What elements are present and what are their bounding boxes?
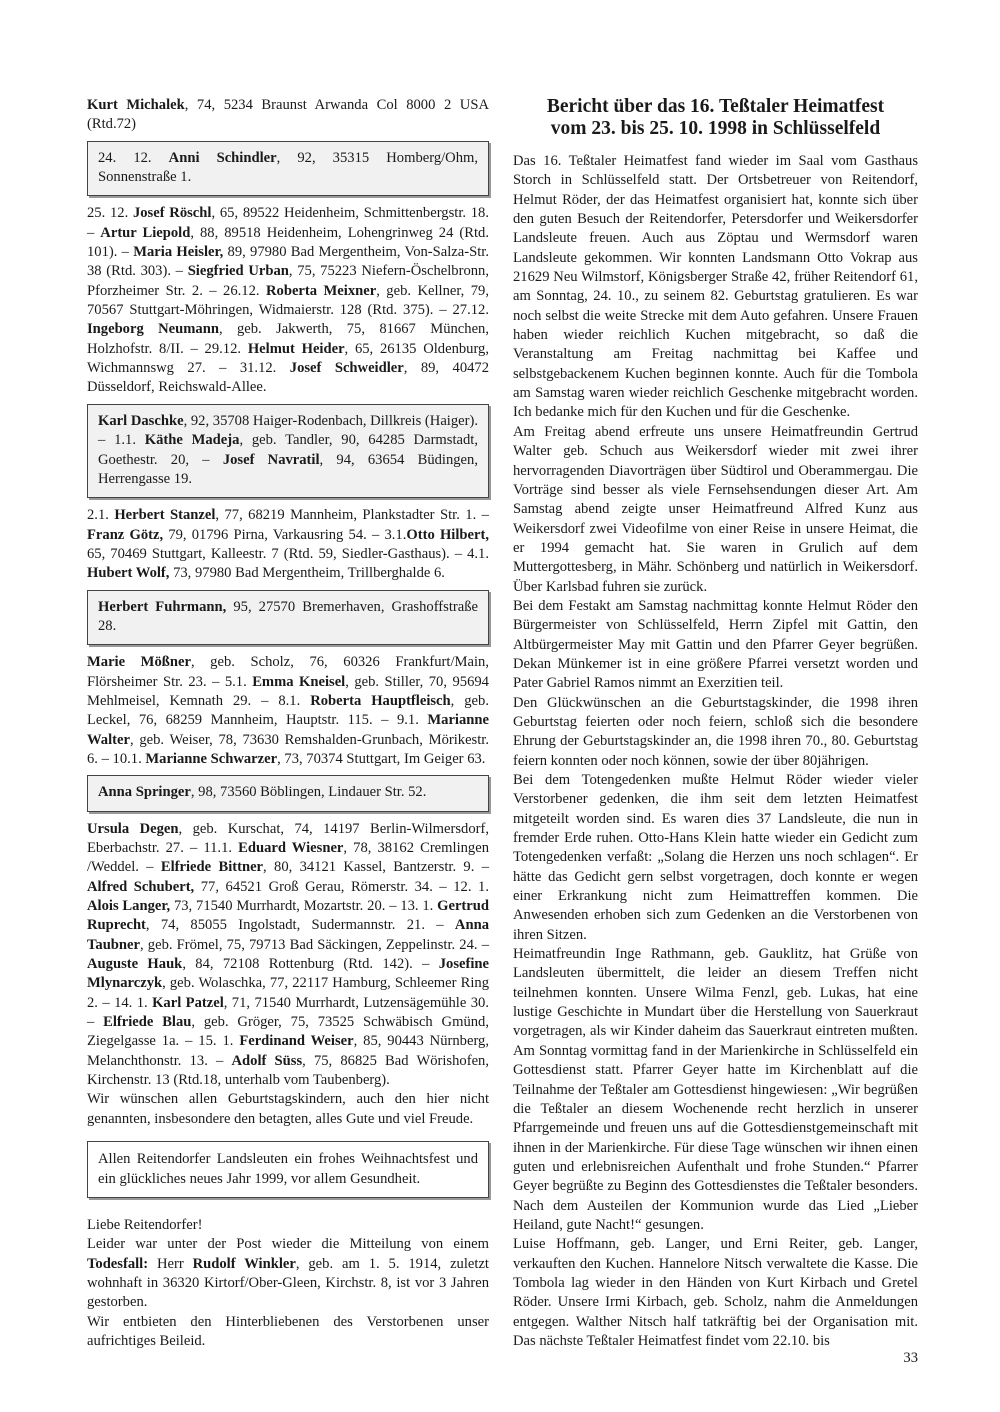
page-number: 33: [903, 1350, 918, 1366]
name: Josef Navratil: [222, 451, 320, 468]
title-line-2: vom 23. bis 25. 10. 1998 in Schlüsselfeld: [550, 118, 881, 139]
name: Marianne Walter: [87, 712, 489, 748]
name: Ferdinand Weiser: [239, 1033, 354, 1050]
entry-text: , geb. Stiller, 70, 95694 Mehlmeisel, Kemnath 29. – 8.1.: [87, 673, 489, 709]
entry-text: , 78, 38162 Cremlingen /Weddel. –: [87, 840, 489, 876]
entry-text: Leider war unter der Post wieder die Mitteilung von einem: [87, 1236, 489, 1253]
name: Josef Schweidler: [289, 360, 404, 377]
entry-text: , geb. Scholz, 76, 60326 Frankfurt/Main, Flörsheimer Str. 23. – 5.1.: [87, 654, 489, 690]
entry-text: , 74, 85055 Ingolstadt, Sudermannstr. 21. –: [145, 917, 455, 934]
name: Ingeborg Neumann: [87, 321, 219, 338]
date: 24. 12.: [98, 149, 169, 166]
highlight-box-schindler: [87, 141, 489, 197]
name: Kurt Michalek: [87, 97, 185, 113]
entry-text: , geb. Jakwerth, 75, 81667 München, Holzhofstr. 8/II. – 29.12.: [87, 321, 489, 357]
entry-text: , geb. Kellner, 79, 70567 Stuttgart-Möhringen, Widmaierstr. 128 (Rtd. 375). – 27.12.: [87, 282, 489, 319]
name: Herbert Stanzel: [114, 507, 216, 524]
name: Marie Mößner: [87, 654, 191, 671]
name: Emma Kneisel: [252, 673, 346, 690]
todesfall-label: Todesfall:: [87, 1255, 149, 1272]
name: Eduard Wiesner: [238, 840, 344, 856]
name: Roberta Hauptfleisch: [310, 692, 451, 709]
name: Marianne Schwarzer: [145, 750, 278, 767]
article-title: [513, 96, 918, 140]
entry-text: , geb. Wolaschka, 77, 22117 Hamburg, Schleemer Ring 2. – 14. 1.: [87, 975, 489, 1011]
entry-text: 79, 01796 Pirna, Varkausring 54. – 3.1.: [163, 526, 407, 543]
entry-text: 95, 27570 Bremerhaven, Grashoffstraße 28.: [98, 598, 478, 634]
entry-text: , geb. Kurschat, 74, 14197 Berlin-Wilmersdorf, Eberbachstr. 27. – 11.1.: [87, 820, 489, 856]
date: 25. 12.: [87, 205, 133, 222]
obituary-paragraph: [87, 1235, 489, 1312]
name: Karl Daschke: [98, 412, 184, 429]
entry-text: , geb. am 1. 5. 1914, zuletzt wohnhaft in 36320 Kirtorf/Ober-Gleen, Kirchstr. 8, ist vor 3 Jahren gestorben.: [87, 1255, 489, 1311]
name: Roberta Meixner: [266, 282, 377, 299]
entry-text: 73, 97980 Bad Mergentheim, Trillberghalde 6.: [169, 565, 445, 582]
entry-text: , 65, 26135 Oldenburg, Wichmannswg 27. – 31.12.: [87, 340, 490, 377]
entry-text: , geb. Frömel, 75, 79713 Bad Säckingen, Zeppelinstr. 24. –: [140, 936, 489, 953]
name: Franz Götz,: [87, 526, 164, 543]
entry-text: , 84, 72108 Rottenburg (Rtd. 142). –: [182, 956, 439, 973]
entry-text: , 80, 34121 Kassel, Bantzerstr. 9. –: [263, 859, 489, 876]
entry-text: , 77, 68219 Mannheim, Plankstadter Str. 1. –: [215, 507, 489, 524]
wishes-paragraph: Wir wünschen allen Geburtstagskindern, auch den hier nicht genannten, insbesondere den betagten, alles Gute und viel Freude.: [87, 1091, 489, 1127]
entry-text: , 71, 71540 Murrhardt, Lutzensägemühle 30. –: [87, 994, 489, 1031]
entry-text: , geb. Leckel, 76, 68259 Mannheim, Hauptstr. 115. – 9.1.: [87, 692, 489, 729]
name: Hubert Wolf,: [87, 565, 170, 582]
name: Elfriede Blau: [103, 1014, 192, 1031]
article-paragraph: Am Freitag abend erfreute uns unsere Heimatfreundin Gertrud Walter geb. Schuch aus Weikersdorf wieder mit zwei ihrer hervorragenden Diavorträgen über Südtirol und Oberammergau. Die Vorträge sind besser als viele Fernsehsendungen dieser Art. Am Samstag abend zeigte unser Heimatfreund Alfred Kunz aus Weikersdorf zwei Videofilme von einer Reise in unsere Heimat, die er 1994 gemacht hat. Sie waren in Grulich auf dem Muttergottesberg, in Mähr. Schönberg und natürlich in Weikersdorf. Über Karlsbad fuhren sie zurück.: [513, 423, 918, 595]
name: Alois Langer,: [87, 898, 171, 915]
entry-text: , 75, 86825 Bad Wörishofen, Kirchenstr. 13 (Rtd.18, unterhalb vom Taubenberg).: [87, 1052, 489, 1089]
condolence-paragraph: Wir entbieten den Hinterbliebenen des Verstorbenen unser aufrichtiges Beileid.: [87, 1313, 489, 1349]
name: Helmut Heider: [247, 340, 345, 357]
name: Anni Schindler: [168, 149, 277, 166]
entry-text: 77, 64521 Groß Gerau, Römerstr. 34. – 12. 1.: [194, 878, 489, 895]
entry-text: , 89, 40472 Düsseldorf, Reichswald-Allee.: [87, 360, 489, 396]
entry-text: , geb. Tandler, 90, 64285 Darmstadt, Goethestr. 20, –: [98, 432, 478, 468]
name: Herbert Fuhrmann,: [98, 598, 227, 615]
highlight-box-daschke: [87, 404, 489, 498]
entry-michalek: [87, 96, 489, 135]
name: Alfred Schubert,: [87, 878, 195, 895]
entry-text: , 88, 89518 Heidenheim, Lohengrinweg 24 (Rtd. 101). –: [87, 224, 489, 261]
left-column: [87, 96, 489, 1351]
entry-text: 89, 97980 Bad Mergentheim, Von-Salza-Str. 38 (Rtd. 303). –: [87, 244, 489, 280]
name: Anna Taubner: [87, 917, 489, 953]
name: Josef Röschl: [132, 205, 212, 222]
article-paragraph: Das 16. Teßtaler Heimatfest fand wieder im Saal vom Gasthaus Storch in Schlüsselfeld statt. Der Ortsbetreuer von Reitendorf, Helmut Röder, der das Heimatfest organisiert hat, konnte sich über den guten Besuch der Reitendorfer, Petersdorfer und Weikersdorfer Landsleute freuen. Auch aus Zöptau und Wermsdorf waren Landsleute gekommen. Wir konnten Landsmann Otto Vokrap aus 21629 Neu Wilmstorf, Königsberger Straße 42, früher Reitendorf 61, am Sonntag, 24. 10., zu seinem 82. Geburtstag gratulieren. Es war noch selbst die weite Strecke mit dem Auto gefahren. Unsere Frauen haben wieder reichlich Kuchen mitgebracht, so daß die Veranstaltung am Freitag nachmittag bei Kaffee und selbstgebackenem Kuchen beginnen konnte. Auch für die Tombola am Samstag waren wieder reichlich Geschenke mitgebracht worden. Ich bedanke mich für den Kuchen und für die Geschenke.: [513, 153, 918, 421]
date: 2.1.: [87, 507, 115, 524]
article-paragraph: Den Glückwünschen an die Geburtstagskinder, die 1998 ihren Geburtstag feierten oder noch feiern, schloß sich die besondere Ehrung der Geburtstagskinder an, die 1998 ihren 70., 80. Geburtstag feiern konnten oder noch können, sowie der über 80jährigen.: [513, 694, 918, 769]
name: Ursula Degen: [87, 820, 179, 837]
entry-text: , 85, 90443 Nürnberg, Melanchthonstr. 13. –: [87, 1033, 489, 1069]
entry-text: , 94, 63654 Büdingen, Herrengasse 19.: [98, 451, 478, 487]
name: Adolf Süss: [231, 1052, 303, 1069]
name: Rudolf Winkler: [192, 1255, 296, 1272]
name: Anna Springer: [98, 784, 191, 801]
entry-text: , 75, 75223 Niefern-Öschelbronn, Pforzheimer Str. 2. – 26.12.: [87, 263, 489, 299]
entry-text: , 74, 5234 Braunst Arwanda Col 8000 2 USA (Rtd.72): [87, 97, 489, 133]
entry-text: , 92, 35708 Haiger-Rodenbach, Dillkreis (Haiger). – 1.1.: [98, 412, 478, 449]
article-paragraph: Bei dem Festakt am Samstag nachmittag konnte Helmut Röder den Bürgermeister von Schlüsselfeld, Herrn Zipfel mit Gattin, den Altbürgermeister May mit Gattin und den Pfarrer Geyer begrüßen. Dekan Münkemer ist in eine größere Pfarrei versetzt worden und Pater Gabriel Ramos nimmt an Exerzitien teil.: [513, 597, 918, 692]
name: Käthe Madeja: [144, 432, 240, 449]
birthday-list-1: [87, 204, 489, 397]
entry-text: , 73, 70374 Stuttgart, Im Geiger 63.: [277, 750, 486, 767]
article-paragraph: Bei dem Totengedenken mußte Helmut Röder wieder vieler Verstorbener gedenken, die ihm seit dem letzten Heimatfest mitgeteilt worden sind. Es waren dies 37 Landsleute, die nun in fremder Erde ruhen. Otto-Hans Klein hatte wieder ein Gedicht zum Totengedenken verfaßt: „Solang die Herzen uns noch schlagen“. Er hätte das Gedicht gern selbst vorgetragen, doch konnte er wegen einer Erkrankung nicht zum Heimattreffen kommen. Die Anwesenden erhoben sich zum Gedenken an die Verstorbenen von ihren Sitzen.: [513, 772, 918, 943]
right-column: [513, 96, 918, 1351]
name: Maria Heisler,: [133, 244, 224, 261]
entry-text: , 65, 89522 Heidenheim, Schmittenbergstr. 18. –: [87, 205, 489, 241]
name: Josefine Mlynarczyk: [87, 956, 489, 992]
entry-text: , 98, 73560 Böblingen, Lindauer Str. 52.: [190, 784, 427, 801]
entry-text: , geb. Weiser, 78, 73630 Remshalden-Grunbach, Mörikestr. 6. – 10.1.: [87, 731, 489, 767]
christmas-greeting-box: Allen Reitendorfer Landsleuten ein frohes Weihnachtsfest und ein glückliches neues Jahr 1999, vor allem Gesundheit.: [87, 1141, 489, 1198]
entry-text: 73, 71540 Murrhardt, Mozartstr. 20. – 13. 1.: [170, 898, 438, 915]
birthday-list-4: [87, 820, 489, 1091]
name: Elfriede Bittner: [160, 859, 264, 876]
name: Otto Hilbert,: [406, 526, 489, 543]
entry-text: , geb. Gröger, 75, 73525 Schwäbisch Gmünd, Ziegelgasse 1a. – 15. 1.: [87, 1014, 489, 1050]
name: Siegfried Urban: [187, 263, 289, 280]
name: Karl Patzel: [152, 994, 224, 1011]
article-paragraph: Luise Hoffmann, geb. Langer, und Erni Reiter, geb. Langer, verkauften den Kuchen. Hannelore Nitsch verwaltete die Kasse. Die Tombola lag wieder in den Händen von Kurt Kirbach und Gretel Röder. Unsere Irmi Kirbach, geb. Scholz, nahm die Anmeldungen entgegen. Walther Nitsch half tatkräftig bei der Organisation mit. Das nächste Teßtaler Heimatfest findet vom 22.10. bis: [513, 1236, 918, 1349]
entry-text: 65, 70469 Stuttgart, Kalleestr. 7 (Rtd. 59, Siedler-Gasthaus). – 4.1.: [87, 545, 489, 562]
title-line-1: Bericht über das 16. Teßtaler Heimatfest: [546, 96, 885, 117]
highlight-box-fuhrmann: [87, 590, 489, 646]
birthday-list-2: [87, 506, 489, 583]
name: Artur Liepold: [100, 224, 191, 241]
article-paragraph: Heimatfreundin Inge Rathmann, geb. Gauklitz, hat Grüße von Landsleuten übermittelt, die leider an diesem Treffen nicht teilnehmen konnten. Unsere Wilma Fenzl, geb. Lukas, hat eine lustige Geschichte in Mundart über die Herstellung von Sauerkraut vorgetragen, als wir Kinder daheim das Sauerkraut eintreten mußten. Am Sonntag vormittag fand in der Marienkirche in Schlüsselfeld ein Gottesdienst statt. Pfarrer Geyer hatte im Kirchenblatt auf die Teilnahme der Teßtaler am Gottesdienst hingewiesen: „Wir begrüßen die Teßtaler an diesem Wochenende recht herzlich in unserer Pfarrgemeinde und freuen uns auf die Gottesdienstgemeinschaft mit ihnen in der Marienkirche. Für diese Tage wünschen wir ihnen einen guten und erlebnisreichen Aufenthalt und frohe Stunden.“ Pfarrer Geyer begrüßte zu Beginn des Gottesdienstes die Teßtaler besonders. Nach dem Austeilen der Kommunion wurde das Lied „Lieber Heiland, gute Nacht!“ gesungen.: [513, 946, 918, 1233]
name: Gertrud Ruprecht: [87, 898, 490, 934]
entry-text: , 92, 35315 Homberg/Ohm, Sonnenstraße 1.: [98, 149, 479, 186]
entry-text: Herr: [148, 1255, 193, 1272]
name: Auguste Hauk: [87, 956, 183, 973]
birthday-list-3: [87, 653, 489, 769]
highlight-box-springer: [87, 775, 489, 811]
greeting-line: Liebe Reitendorfer!: [87, 1216, 203, 1233]
